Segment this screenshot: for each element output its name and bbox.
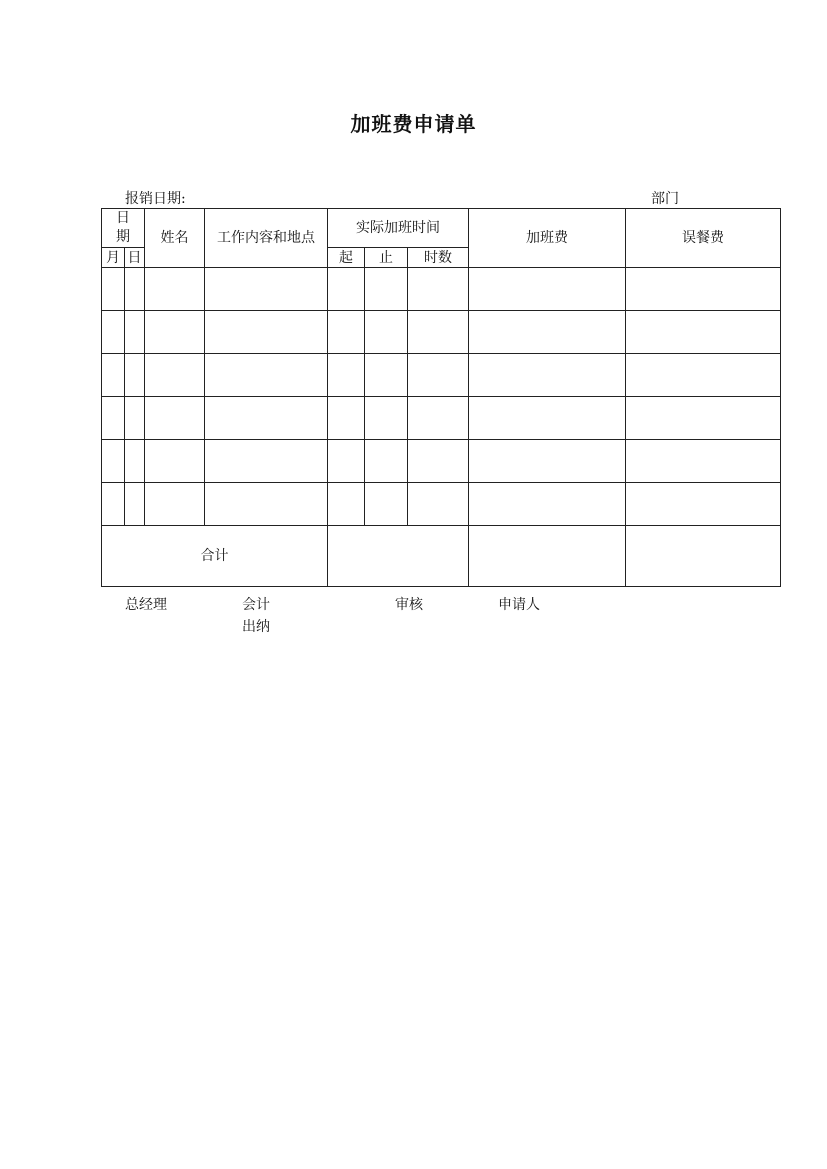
overtime-fee-cell[interactable] (469, 354, 626, 397)
table-row (102, 483, 781, 526)
applicant-label: 申请人 (498, 597, 540, 613)
day-cell[interactable] (125, 397, 145, 440)
month-cell[interactable] (102, 483, 125, 526)
work-content-header: 工作内容和地点 (205, 209, 328, 268)
day-cell[interactable] (125, 311, 145, 354)
name-cell[interactable] (145, 268, 205, 311)
month-cell[interactable] (102, 440, 125, 483)
meal-fee-cell[interactable] (626, 483, 781, 526)
overtime-fee-cell[interactable] (469, 268, 626, 311)
start-cell[interactable] (328, 268, 365, 311)
hours-cell[interactable] (408, 354, 469, 397)
overtime-fee-cell[interactable] (469, 440, 626, 483)
overtime-fee-cell[interactable] (469, 397, 626, 440)
work-content-cell[interactable] (205, 483, 328, 526)
name-cell[interactable] (145, 483, 205, 526)
name-cell[interactable] (145, 397, 205, 440)
meal-fee-cell[interactable] (626, 354, 781, 397)
data-rows (102, 268, 781, 526)
end-cell[interactable] (365, 397, 408, 440)
start-cell[interactable] (328, 354, 365, 397)
month-cell[interactable] (102, 354, 125, 397)
hours-cell[interactable] (408, 397, 469, 440)
total-meal-fee-cell[interactable] (626, 526, 781, 587)
month-cell[interactable] (102, 311, 125, 354)
meal-fee-cell[interactable] (626, 397, 781, 440)
end-cell[interactable] (365, 483, 408, 526)
start-cell[interactable] (328, 483, 365, 526)
review-label: 审核 (395, 597, 423, 613)
start-cell[interactable] (328, 397, 365, 440)
end-cell[interactable] (365, 268, 408, 311)
meal-fee-cell[interactable] (626, 311, 781, 354)
end-header: 止 (365, 248, 408, 268)
cashier-label: 出纳 (242, 619, 270, 635)
total-overtime-fee-cell[interactable] (469, 526, 626, 587)
overtime-fee-cell[interactable] (469, 483, 626, 526)
end-cell[interactable] (365, 354, 408, 397)
date-header-top: 日 (116, 210, 130, 226)
date-header (102, 209, 145, 248)
overtime-form-table (101, 208, 781, 587)
day-cell[interactable] (125, 354, 145, 397)
actual-overtime-header: 实际加班时间 (328, 209, 469, 248)
hours-header: 时数 (408, 248, 469, 268)
total-label: 合计 (102, 526, 328, 587)
total-hours-cell[interactable] (328, 526, 469, 587)
table-row (102, 397, 781, 440)
day-header: 日 (125, 248, 145, 268)
header-row-1 (102, 209, 781, 248)
start-header: 起 (328, 248, 365, 268)
name-cell[interactable] (145, 440, 205, 483)
hours-cell[interactable] (408, 483, 469, 526)
name-cell[interactable] (145, 311, 205, 354)
page-title: 加班费申请单 (350, 112, 477, 136)
general-manager-label: 总经理 (125, 597, 167, 613)
start-cell[interactable] (328, 311, 365, 354)
report-date-label: 报销日期: (125, 191, 186, 207)
table-row (102, 268, 781, 311)
month-cell[interactable] (102, 397, 125, 440)
accountant-label: 会计 (242, 597, 270, 613)
table-row (102, 354, 781, 397)
day-cell[interactable] (125, 483, 145, 526)
meal-fee-header: 误餐费 (626, 209, 781, 268)
work-content-cell[interactable] (205, 397, 328, 440)
meal-fee-cell[interactable] (626, 268, 781, 311)
table-row (102, 440, 781, 483)
work-content-cell[interactable] (205, 440, 328, 483)
end-cell[interactable] (365, 440, 408, 483)
month-cell[interactable] (102, 268, 125, 311)
department-label: 部门 (651, 191, 679, 207)
day-cell[interactable] (125, 440, 145, 483)
overtime-fee-cell[interactable] (469, 311, 626, 354)
day-cell[interactable] (125, 268, 145, 311)
end-cell[interactable] (365, 311, 408, 354)
work-content-cell[interactable] (205, 354, 328, 397)
month-header: 月 (102, 248, 125, 268)
name-cell[interactable] (145, 354, 205, 397)
meal-fee-cell[interactable] (626, 440, 781, 483)
total-row (102, 526, 781, 587)
work-content-cell[interactable] (205, 311, 328, 354)
hours-cell[interactable] (408, 268, 469, 311)
hours-cell[interactable] (408, 440, 469, 483)
table-row (102, 311, 781, 354)
start-cell[interactable] (328, 440, 365, 483)
name-header: 姓名 (145, 209, 205, 268)
work-content-cell[interactable] (205, 268, 328, 311)
date-header-bottom: 期 (116, 229, 130, 245)
hours-cell[interactable] (408, 311, 469, 354)
overtime-fee-header: 加班费 (469, 209, 626, 268)
